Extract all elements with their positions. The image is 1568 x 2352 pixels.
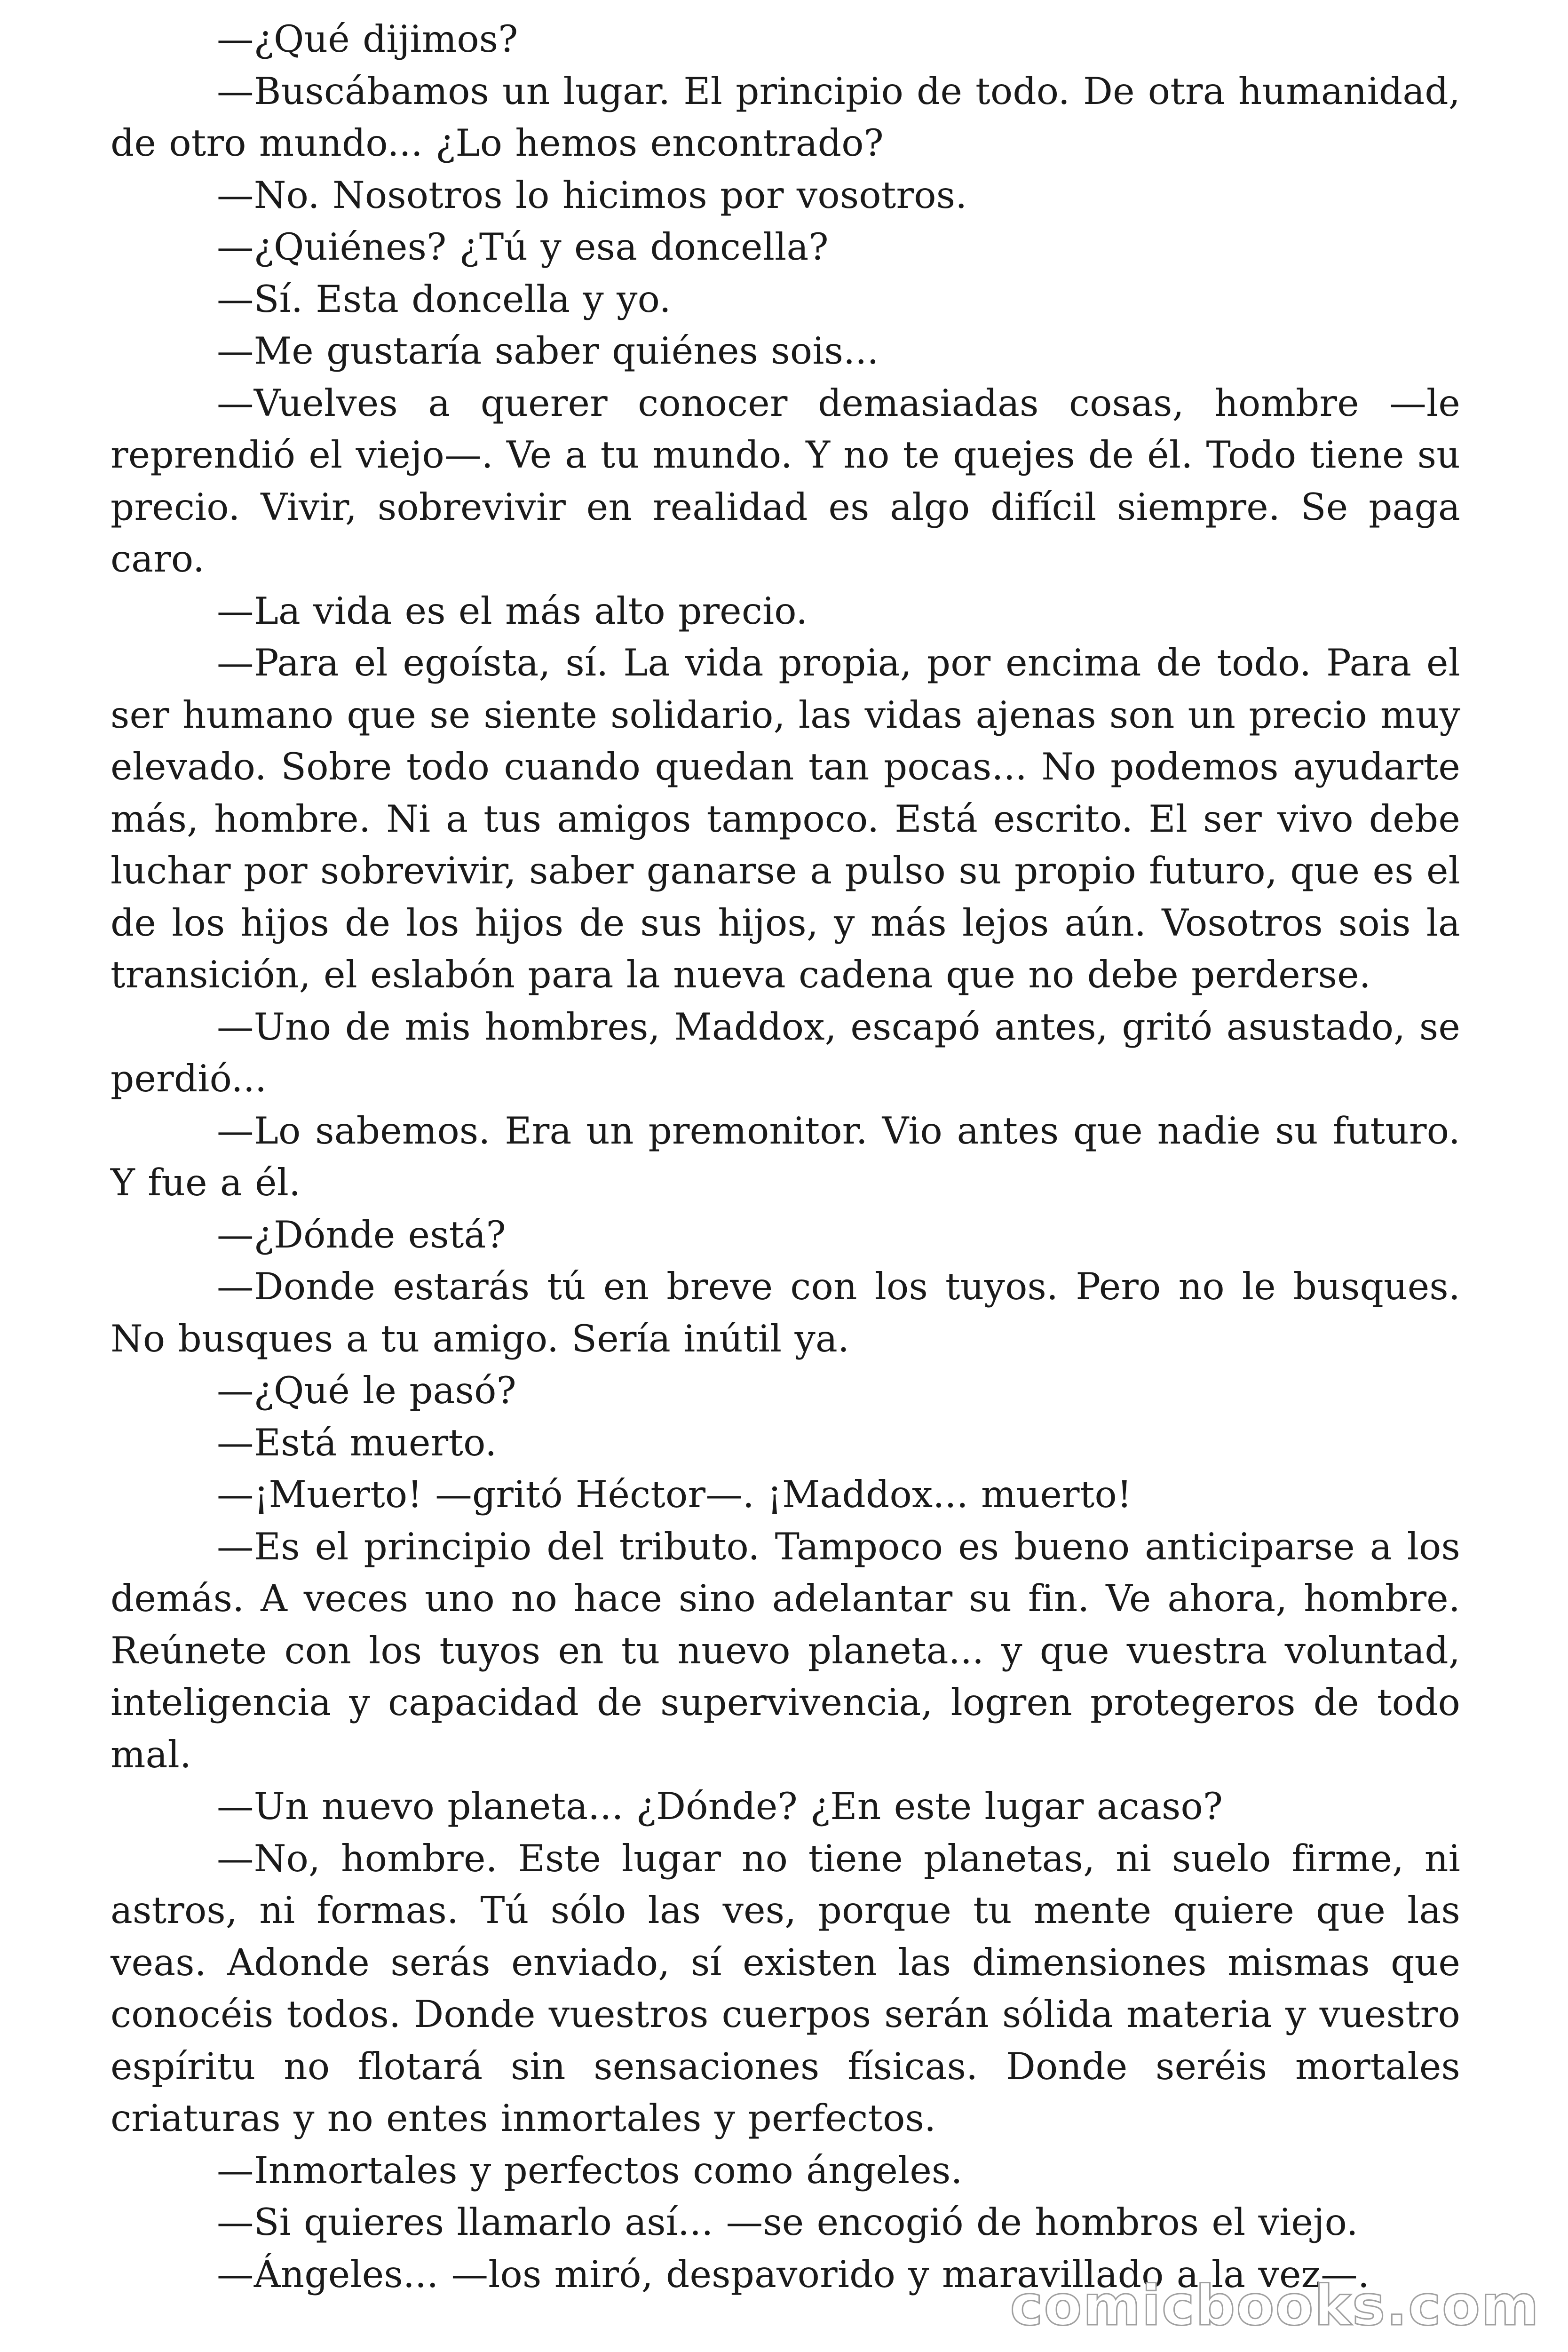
paragraph: —Si quieres llamarlo así... —se encogió de hombros el viejo. [217,2201,1358,2244]
paragraph: —Está muerto. [217,1421,497,1464]
paragraph: —¿Qué dijimos? [217,17,518,61]
paragraph: —No, hombre. Este lugar no tiene planetas, ni suelo firme, ni astros, ni formas. Tú sólo las ves, porque tu mente quiere que las veas. Adonde serás enviado, sí existen las dimensiones mismas que conocéis todos. Donde vuestros cuerpos serán sólida materia y vuestro espíritu no flotará sin sensaciones físicas. Donde seréis mortales criaturas y no entes inmortales y perfectos. [111,1836,1460,2140]
paragraph: —Un nuevo planeta... ¿Dónde? ¿En este lugar acaso? [217,1785,1223,1828]
paragraph: —Inmortales y perfectos como ángeles. [217,2148,963,2192]
paragraph: —Donde estarás tú en breve con los tuyos. Pero no le busques. No busques a tu amigo. Sería inútil ya. [111,1265,1460,1360]
paragraph: —Me gustaría saber quiénes sois... [217,329,879,373]
paragraph: —Para el egoísta, sí. La vida propia, por encima de todo. Para el ser humano que se siente solidario, las vidas ajenas son un precio muy elevado. Sobre todo cuando quedan tan pocas... No podemos ayudarte más, hombre. Ni a tus amigos tampoco. Está escrito. El ser vivo debe luchar por sobrevivir, saber ganarse a pulso su propio futuro, que es el de los hijos de los hijos de sus hijos, y más lejos aún. Vosotros sois la transición, el eslabón para la nueva cadena que no debe perderse. [111,641,1460,996]
paragraph: —Sí. Esta doncella y yo. [217,277,671,321]
paragraph: —¿Dónde está? [217,1213,506,1256]
paragraph: —Buscábamos un lugar. El principio de todo. De otra humanidad, de otro mundo... ¿Lo hemos encontrado? [111,69,1460,165]
paragraph: —Ángeles... —los miró, despavorido y maravillado a la vez—. [217,2252,1370,2296]
paragraph: —La vida es el más alto precio. [217,589,808,633]
paragraph: —¿Quiénes? ¿Tú y esa doncella? [217,225,829,269]
watermark-logo: comicbooks.com [1010,2273,1540,2338]
book-page-text [111,13,1460,2300]
paragraph: —Vuelves a querer conocer demasiadas cosas, hombre —le reprendió el viejo—. Ve a tu mundo. Y no te quejes de él. Todo tiene su precio. Vivir, sobrevivir en realidad es algo difícil siempre. Se paga caro. [111,381,1460,580]
paragraph: —¿Qué le pasó? [217,1369,516,1412]
paragraph: —¡Muerto! —gritó Héctor—. ¡Maddox... muerto! [217,1473,1132,1516]
paragraph: —Es el principio del tributo. Tampoco es bueno anticiparse a los demás. A veces uno no hace sino adelantar su fin. Ve ahora, hombre. Reúnete con los tuyos en tu nuevo planeta... y que vuestra voluntad, inteligencia y capacidad de supervivencia, logren protegeros de todo mal. [111,1525,1460,1776]
paragraph: —Uno de mis hombres, Maddox, escapó antes, gritó asustado, se perdió... [111,1005,1460,1100]
paragraph: —Lo sabemos. Era un premonitor. Vio antes que nadie su futuro. Y fue a él. [111,1109,1460,1204]
paragraph: —No. Nosotros lo hicimos por vosotros. [217,173,967,217]
